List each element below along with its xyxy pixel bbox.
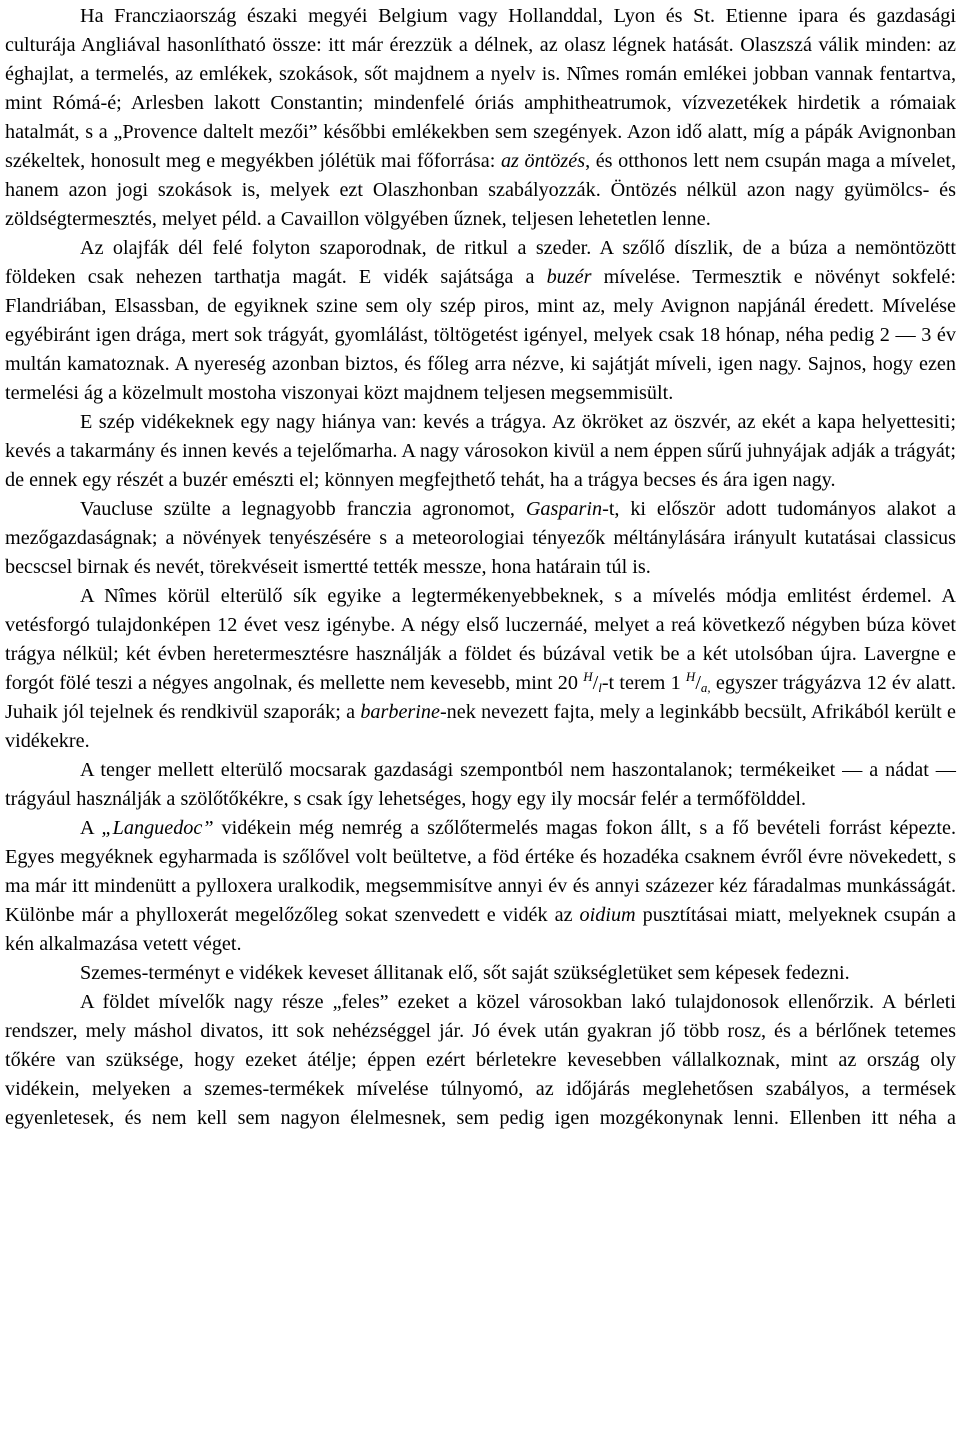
paragraph: Szemes-terményt e vidékek keveset állitanak elő, sőt saját szükségletüket sem képesek fedezni. <box>80 962 850 984</box>
paragraph: Vaucluse szülte a legnagyobb franczia agronomot, Gasparin-t, ki először adott tudományos alakot a mezőgazdaságnak; a növények tenyészésére s a meteorologiai tényezők méltánylására irányult kutatásai classicus becscsel birnak és nevét, törekvéseit ismertté tették messze, hona határain túl is. <box>5 498 957 578</box>
paragraph: A földet mívelők nagy része „feles” ezeket a közel városokban lakó tulajdonosok ellenőrzik. A bérleti rendszer, mely máshol divatos, itt sok nehézséggel jár. Jó évek után gyakran jő több rosz, és a bérlőnek tetemes tőkére van szüksége, hogy ezeket átélje; éppen ezért bérletekre kevesebben vállalkoznak, mint az ország oly vidékein, melyeken a szemes-termékek mívelése túlnyomó, az időjárás meglehetősen szabályos, a termések egyenletesek, és nem kell sem nagyon élelmesnek, sem pedig igen mozgékonynak lenni. Ellenben itt néha a <box>5 991 956 1129</box>
paragraph: Az olajfák dél felé folyton szaporodnak, de ritkul a szeder. A szőlő díszlik, de a búza a nemöntözött földeken csak nehezen tarthatja magát. E vidék sajátsága a buzér mívelése. Termesztik e növényt sokfelé: Flandriában, Elsassban, de egyiknek szine sem oly szép piros, mint az, mely Avignon napjánál éredett. Mívelése egyébiránt igen drága, mert sok trágyát, gyomlálást, töltögetést igényel, melyek csak 18 hónap, néha pedig 2 — 3 év multán kamatoznak. A nyereség azonban biztos, és főleg arra nézve, ki sajátját míveli, igen nagy. Sajnos, hogy ezen termelési ág a közelmult mostoha viszonyai közt majdnem teljesen megsemmisült. <box>5 237 956 404</box>
paragraph: A Nîmes körül elterülő sík egyike a legtermékenyebbeknek, s a mívelés módja emlitést érdemel. A vetésforgó tulajdonképen 12 évet vesz igénybe. A négy első luczernáé, melyet a reá következő négyben búza követ trágya nélkül; két évben heretermesztésre használják a földet és búzával vetik be a két utolsóban újra. Lavergne e forgót fölé teszi a négyes angolnak, és mellette nem kevesebb, mint 20 $^H/_l-t$ terem 1 $^H/_{a,}$ egyszer trágyázva 12 év alatt. Juhaik jól tejelnek és rendkivül szaporák; a barberine-nek nevezett fajta, mely a leginkább becsült, Afrikából került e vidékekre. <box>5 585 956 752</box>
paragraph: A tenger mellett elterülő mocsarak gazdasági szempontból nem haszontalanok; termékeiket — a nádat — trágyául használják a szölőtőkékre, s csak így lehetséges, hogy egy ily mocsár felér a termőfölddel. <box>5 759 956 810</box>
paragraph: Ha Francziaország északi megyéi Belgium vagy Hollanddal, Lyon és St. Etienne ipara és gazdasági culturája Angliával hasonlítható össze: itt már érezzük a délnek, az olasz légnek hatását. Olaszszá válik minden: az éghajlat, a termelés, az emlékek, szokások, sőt majdnem a nyelv is. Nîmes román emlékei jobban vannak fentartva, mint Rómá-é; Arlesben lakott Constantin; mindenfelé óriás amphitheatrumok, vízvezetékek hirdetik a rómaiak hatalmát, s a „Provence daltelt mezői” későbbi emlékekben sem szegények. Azon idő alatt, míg a pápák Avignonban székeltek, honosult meg e megyékben jólétük mai főforrása: az öntözés, és otthonos lett nem csupán maga a mívelet, hanem azon jogi szokások is, melyek ezt Olaszhonban szabályozzák. Öntözés nélkül azon nagy gyümölcs- és zöldségtermesztés, melyet péld. a Cavaillon völgyében űznek, teljesen lehetetlen lenne. <box>5 5 957 230</box>
paragraph: E szép vidékeknek egy nagy hiánya van: kevés a trágya. Az ökröket az öszvér, az ekét a kapa helyettesiti; kevés a takarmány és innen kevés a tejelőmarha. A nagy városokon kivül a nem éppen sűrű juhnyájak adják a trágyát; de ennek egy részét a buzér emészti el; könnyen megfejthető tehát, ha a trágya becses és ára igen nagy. <box>5 411 956 491</box>
paragraph: A „Languedoc” vidékein még nemrég a szőlőtermelés magas fokon állt, s a fő bevételi forrást képezte. Egyes megyéknek egyharmada is szőlővel volt beültetve, a föd értéke és hozadéka csaknem évről évre növekedett, s ma már itt mindenütt a pylloxera uralkodik, megsemmisítve annyi év és annyi százezer kéz fáradalmas munkásságát. Különbe már a phylloxerát megelőzőleg sokat szenvedett e vidék az oidium pusztításai miatt, melyeknek csupán a kén alkalmazása vetett véget. <box>5 817 957 955</box>
